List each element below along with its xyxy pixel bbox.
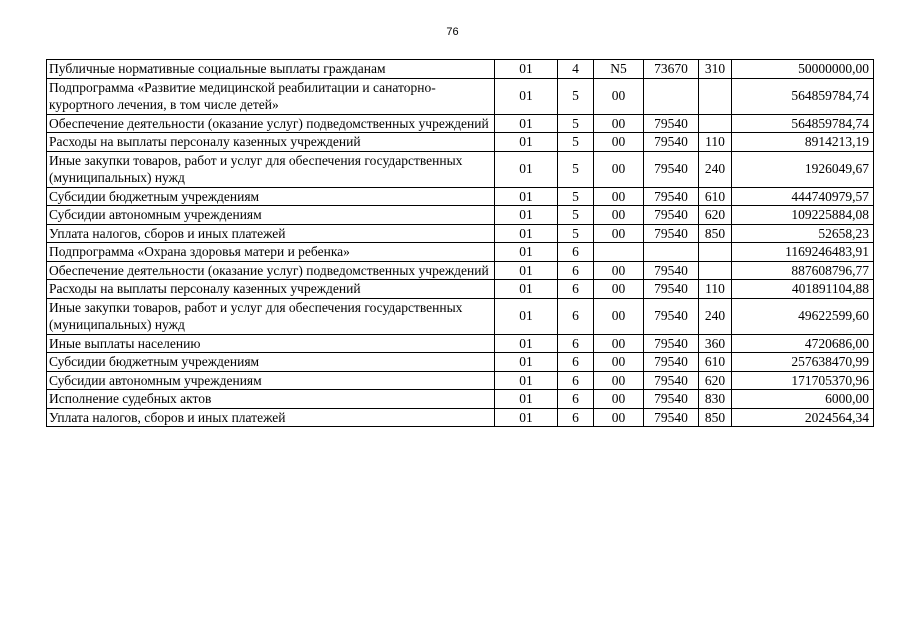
table-row bbox=[47, 390, 874, 409]
program-code-cell: 00 bbox=[594, 224, 644, 243]
table-row bbox=[47, 280, 874, 299]
program-code-cell bbox=[594, 243, 644, 262]
direction-code-cell bbox=[644, 78, 699, 114]
item-name-cell: Расходы на выплаты персоналу казенных учреждений bbox=[47, 133, 495, 152]
expense-type-cell bbox=[699, 261, 732, 280]
subsection-code-cell: 5 bbox=[558, 78, 594, 114]
direction-code-cell: 79540 bbox=[644, 261, 699, 280]
subsection-code-cell: 5 bbox=[558, 114, 594, 133]
table-row bbox=[47, 206, 874, 225]
subsection-code-cell: 5 bbox=[558, 224, 594, 243]
program-code-cell: 00 bbox=[594, 78, 644, 114]
direction-code-cell: 79540 bbox=[644, 298, 699, 334]
program-code-cell: 00 bbox=[594, 187, 644, 206]
subsection-code-cell: 6 bbox=[558, 408, 594, 427]
direction-code-cell: 79540 bbox=[644, 133, 699, 152]
expense-type-cell: 240 bbox=[699, 151, 732, 187]
subsection-code-cell: 6 bbox=[558, 390, 594, 409]
item-name-cell: Иные закупки товаров, работ и услуг для обеспечения государственных (муниципальных) нужд bbox=[47, 151, 495, 187]
table-row bbox=[47, 60, 874, 79]
section-code-cell: 01 bbox=[495, 60, 558, 79]
subsection-code-cell: 4 bbox=[558, 60, 594, 79]
direction-code-cell: 79540 bbox=[644, 206, 699, 225]
section-code-cell: 01 bbox=[495, 334, 558, 353]
amount-cell: 2024564,34 bbox=[732, 408, 874, 427]
section-code-cell: 01 bbox=[495, 224, 558, 243]
table-row bbox=[47, 408, 874, 427]
amount-cell: 401891104,88 bbox=[732, 280, 874, 299]
expense-type-cell: 310 bbox=[699, 60, 732, 79]
item-name-cell: Обеспечение деятельности (оказание услуг) подведомственных учреждений bbox=[47, 114, 495, 133]
item-name-cell: Уплата налогов, сборов и иных платежей bbox=[47, 224, 495, 243]
table-row bbox=[47, 298, 874, 334]
program-code-cell: 00 bbox=[594, 133, 644, 152]
direction-code-cell: 79540 bbox=[644, 353, 699, 372]
section-code-cell: 01 bbox=[495, 371, 558, 390]
direction-code-cell: 79540 bbox=[644, 390, 699, 409]
program-code-cell: 00 bbox=[594, 206, 644, 225]
item-name-cell: Уплата налогов, сборов и иных платежей bbox=[47, 408, 495, 427]
amount-cell: 887608796,77 bbox=[732, 261, 874, 280]
page-number: 76 bbox=[446, 26, 459, 38]
amount-cell: 1169246483,91 bbox=[732, 243, 874, 262]
expense-type-cell: 850 bbox=[699, 224, 732, 243]
amount-cell: 564859784,74 bbox=[732, 114, 874, 133]
program-code-cell: 00 bbox=[594, 408, 644, 427]
subsection-code-cell: 5 bbox=[558, 133, 594, 152]
table-row bbox=[47, 243, 874, 262]
table-row bbox=[47, 78, 874, 114]
direction-code-cell: 79540 bbox=[644, 114, 699, 133]
section-code-cell: 01 bbox=[495, 151, 558, 187]
subsection-code-cell: 5 bbox=[558, 151, 594, 187]
direction-code-cell: 79540 bbox=[644, 371, 699, 390]
direction-code-cell: 79540 bbox=[644, 280, 699, 299]
section-code-cell: 01 bbox=[495, 280, 558, 299]
program-code-cell: N5 bbox=[594, 60, 644, 79]
amount-cell: 171705370,96 bbox=[732, 371, 874, 390]
item-name-cell: Публичные нормативные социальные выплаты гражданам bbox=[47, 60, 495, 79]
budget-table bbox=[46, 59, 874, 427]
item-name-cell: Субсидии бюджетным учреждениям bbox=[47, 187, 495, 206]
section-code-cell: 01 bbox=[495, 390, 558, 409]
expense-type-cell: 620 bbox=[699, 371, 732, 390]
amount-cell: 8914213,19 bbox=[732, 133, 874, 152]
subsection-code-cell: 6 bbox=[558, 371, 594, 390]
section-code-cell: 01 bbox=[495, 133, 558, 152]
amount-cell: 52658,23 bbox=[732, 224, 874, 243]
expense-type-cell bbox=[699, 78, 732, 114]
section-code-cell: 01 bbox=[495, 114, 558, 133]
item-name-cell: Субсидии автономным учреждениям bbox=[47, 206, 495, 225]
item-name-cell: Расходы на выплаты персоналу казенных учреждений bbox=[47, 280, 495, 299]
program-code-cell: 00 bbox=[594, 261, 644, 280]
expense-type-cell bbox=[699, 243, 732, 262]
subsection-code-cell: 6 bbox=[558, 353, 594, 372]
item-name-cell: Иные выплаты населению bbox=[47, 334, 495, 353]
direction-code-cell: 79540 bbox=[644, 334, 699, 353]
subsection-code-cell: 6 bbox=[558, 243, 594, 262]
subsection-code-cell: 6 bbox=[558, 298, 594, 334]
expense-type-cell: 240 bbox=[699, 298, 732, 334]
direction-code-cell: 73670 bbox=[644, 60, 699, 79]
subsection-code-cell: 6 bbox=[558, 280, 594, 299]
item-name-cell: Субсидии бюджетным учреждениям bbox=[47, 353, 495, 372]
amount-cell: 1926049,67 bbox=[732, 151, 874, 187]
table-row bbox=[47, 353, 874, 372]
direction-code-cell: 79540 bbox=[644, 224, 699, 243]
item-name-cell: Подпрограмма «Развитие медицинской реабилитации и санаторно-курортного лечения, в том числе детей» bbox=[47, 78, 495, 114]
amount-cell: 564859784,74 bbox=[732, 78, 874, 114]
direction-code-cell: 79540 bbox=[644, 408, 699, 427]
direction-code-cell: 79540 bbox=[644, 151, 699, 187]
program-code-cell: 00 bbox=[594, 390, 644, 409]
expense-type-cell: 610 bbox=[699, 187, 732, 206]
table-row bbox=[47, 334, 874, 353]
program-code-cell: 00 bbox=[594, 353, 644, 372]
amount-cell: 49622599,60 bbox=[732, 298, 874, 334]
amount-cell: 50000000,00 bbox=[732, 60, 874, 79]
item-name-cell: Субсидии автономным учреждениям bbox=[47, 371, 495, 390]
subsection-code-cell: 6 bbox=[558, 261, 594, 280]
expense-type-cell: 360 bbox=[699, 334, 732, 353]
section-code-cell: 01 bbox=[495, 353, 558, 372]
subsection-code-cell: 5 bbox=[558, 206, 594, 225]
item-name-cell: Исполнение судебных актов bbox=[47, 390, 495, 409]
section-code-cell: 01 bbox=[495, 187, 558, 206]
expense-type-cell bbox=[699, 114, 732, 133]
direction-code-cell bbox=[644, 243, 699, 262]
section-code-cell: 01 bbox=[495, 78, 558, 114]
expense-type-cell: 620 bbox=[699, 206, 732, 225]
table-row bbox=[47, 371, 874, 390]
expense-type-cell: 610 bbox=[699, 353, 732, 372]
expense-type-cell: 110 bbox=[699, 280, 732, 299]
item-name-cell: Обеспечение деятельности (оказание услуг) подведомственных учреждений bbox=[47, 261, 495, 280]
table-row bbox=[47, 224, 874, 243]
amount-cell: 109225884,08 bbox=[732, 206, 874, 225]
program-code-cell: 00 bbox=[594, 298, 644, 334]
section-code-cell: 01 bbox=[495, 298, 558, 334]
amount-cell: 444740979,57 bbox=[732, 187, 874, 206]
subsection-code-cell: 5 bbox=[558, 187, 594, 206]
program-code-cell: 00 bbox=[594, 280, 644, 299]
expense-type-cell: 850 bbox=[699, 408, 732, 427]
section-code-cell: 01 bbox=[495, 408, 558, 427]
program-code-cell: 00 bbox=[594, 114, 644, 133]
subsection-code-cell: 6 bbox=[558, 334, 594, 353]
section-code-cell: 01 bbox=[495, 243, 558, 262]
program-code-cell: 00 bbox=[594, 151, 644, 187]
table-row bbox=[47, 133, 874, 152]
amount-cell: 6000,00 bbox=[732, 390, 874, 409]
table-row bbox=[47, 114, 874, 133]
table-row bbox=[47, 261, 874, 280]
expense-type-cell: 830 bbox=[699, 390, 732, 409]
item-name-cell: Подпрограмма «Охрана здоровья матери и ребенка» bbox=[47, 243, 495, 262]
budget-table-body bbox=[47, 60, 874, 427]
item-name-cell: Иные закупки товаров, работ и услуг для обеспечения государственных (муниципальных) нужд bbox=[47, 298, 495, 334]
expense-type-cell: 110 bbox=[699, 133, 732, 152]
direction-code-cell: 79540 bbox=[644, 187, 699, 206]
program-code-cell: 00 bbox=[594, 334, 644, 353]
table-row bbox=[47, 187, 874, 206]
table-row bbox=[47, 151, 874, 187]
section-code-cell: 01 bbox=[495, 261, 558, 280]
program-code-cell: 00 bbox=[594, 371, 644, 390]
amount-cell: 257638470,99 bbox=[732, 353, 874, 372]
amount-cell: 4720686,00 bbox=[732, 334, 874, 353]
section-code-cell: 01 bbox=[495, 206, 558, 225]
